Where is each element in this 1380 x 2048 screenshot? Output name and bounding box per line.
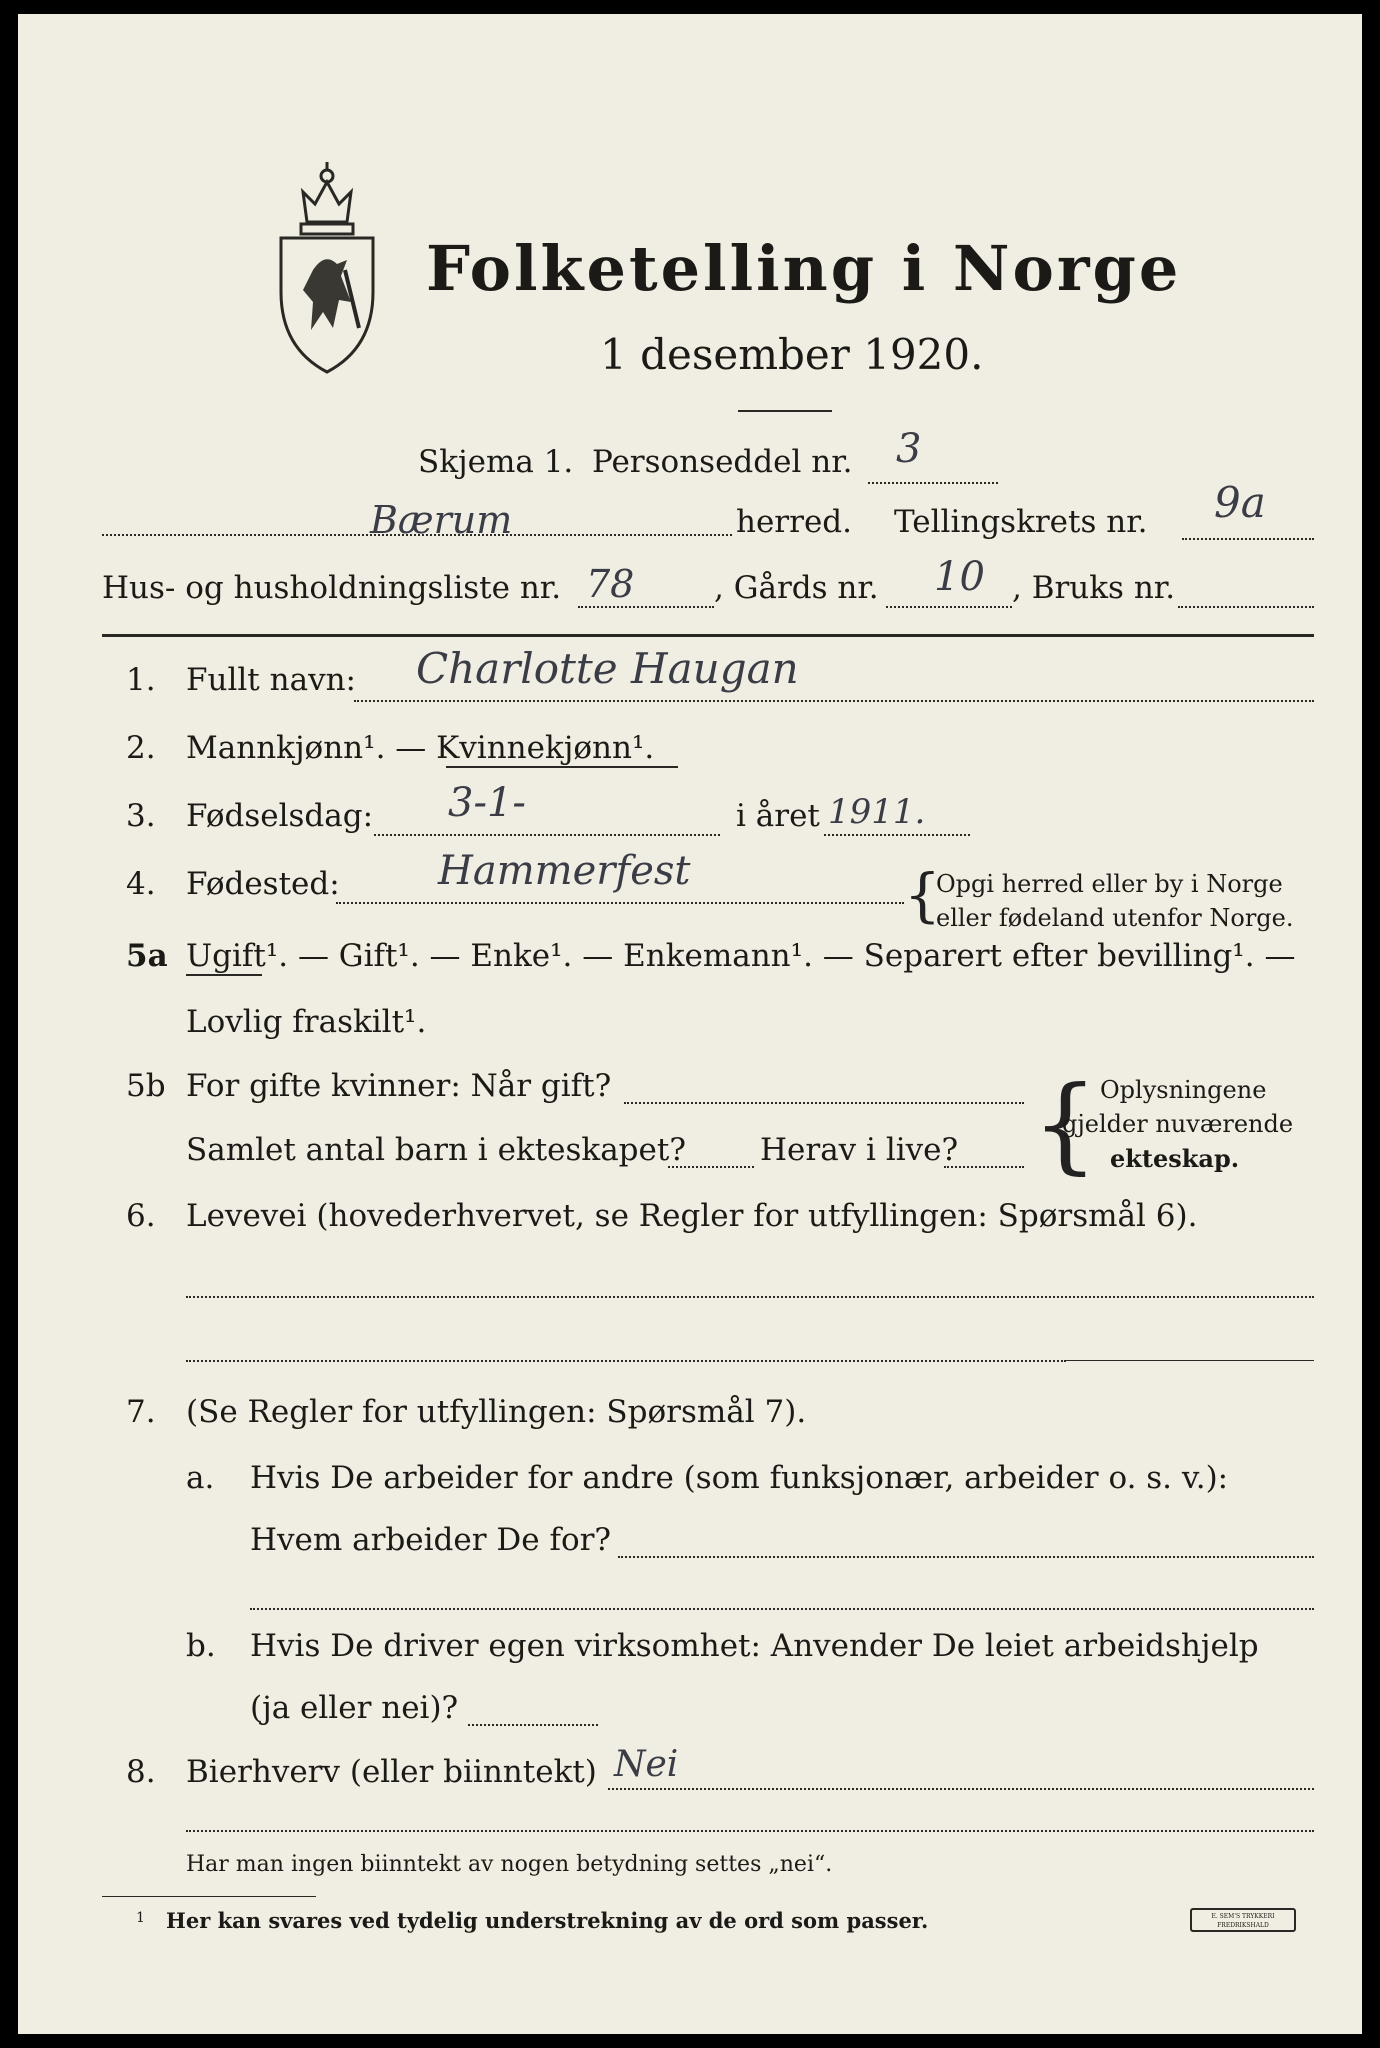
gards-line	[886, 606, 1012, 608]
husholdningsliste-value[interactable]: 78	[586, 562, 635, 606]
personseddel-label: Personseddel nr.	[592, 444, 853, 480]
herred-value[interactable]: Bærum	[370, 498, 513, 542]
bruks-label: , Bruks nr.	[1012, 570, 1176, 606]
q5b-children-line	[668, 1166, 754, 1168]
q3-number: 3.	[126, 798, 156, 834]
tellingskrets-label: Tellingskrets nr.	[894, 504, 1148, 540]
personseddel-line	[868, 482, 998, 484]
q8-note: Har man ingen biinntekt av nogen betydning settes „nei“.	[186, 1852, 833, 1877]
q7b-line1: Hvis De driver egen virksomhet: Anvender De leiet arbeidshjelp	[250, 1628, 1259, 1664]
q8-label: Bierhverv (eller biinntekt)	[186, 1754, 597, 1790]
q5b-alive-line	[944, 1166, 1024, 1168]
gards-value[interactable]: 10	[934, 554, 985, 600]
q7-text: (Se Regler for utfyllingen: Spørsmål 7).	[186, 1394, 807, 1430]
q1-full-name-value[interactable]: Charlotte Haugan	[416, 644, 799, 693]
q5b-line1: For gifte kvinner: Når gift?	[186, 1068, 612, 1104]
q5b-alive-label: Herav i live?	[760, 1132, 959, 1168]
census-form-page	[18, 14, 1362, 2034]
q5b-line2: Samlet antal barn i ekteskapet?	[186, 1132, 686, 1168]
q1-line	[354, 700, 1314, 702]
q7-number: 7.	[126, 1394, 156, 1430]
q5a-marital-options: Ugift¹. — Gift¹. — Enke¹. — Enkemann¹. — Separert efter bevilling¹. —	[186, 938, 1296, 974]
q6-number: 6.	[126, 1198, 156, 1234]
title-divider	[738, 410, 832, 412]
q1-label: Fullt navn:	[186, 662, 356, 698]
q3-birthdate-value[interactable]: 3-1-	[448, 780, 526, 826]
q3-year-value[interactable]: 1911.	[828, 792, 926, 832]
bruks-line	[1178, 606, 1314, 608]
q6-line1	[186, 1296, 1314, 1298]
q4-note-line2: eller fødeland utenfor Norge.	[936, 904, 1294, 932]
q5b-number: 5b	[126, 1068, 166, 1104]
q5b-note-brace: {	[1032, 1063, 1099, 1185]
q3-label: Fødselsdag:	[186, 798, 374, 834]
q3-year-line	[824, 834, 970, 836]
q5a-number: 5a	[126, 938, 168, 974]
husholdningsliste-line	[578, 606, 714, 608]
q4-note-brace: {	[904, 861, 941, 929]
q7a-extra-line	[250, 1608, 1314, 1610]
q2-number: 2.	[126, 730, 156, 766]
q4-birthplace-value[interactable]: Hammerfest	[438, 848, 691, 894]
q2-gender-options: Mannkjønn¹. — Kvinnekjønn¹.	[186, 730, 655, 766]
q7b-letter: b.	[186, 1628, 216, 1664]
q4-number: 4.	[126, 866, 156, 902]
q7a-employer-line	[618, 1556, 1314, 1558]
q4-label: Fødested:	[186, 866, 340, 902]
q5a-underline-ugift	[186, 974, 262, 976]
personseddel-value[interactable]: 3	[896, 426, 922, 472]
census-date: 1 desember 1920.	[600, 330, 984, 379]
gards-label: , Gårds nr.	[714, 570, 879, 606]
q7a-letter: a.	[186, 1460, 215, 1496]
q5b-note-line3: ekteskap.	[1110, 1144, 1240, 1173]
herred-label: herred.	[736, 504, 852, 540]
printer-mark	[1190, 1908, 1296, 1932]
q3-year-label: i året	[736, 798, 820, 834]
q7b-line2: (ja eller nei)?	[250, 1690, 459, 1726]
footnote-divider	[102, 1896, 316, 1897]
footnote-text: Her kan svares ved tydelig understrekning av de ord som passer.	[166, 1908, 929, 1933]
q4-note-line1: Opgi herred eller by i Norge	[936, 870, 1283, 898]
q7b-answer-line	[468, 1724, 598, 1726]
footnote-mark: 1	[136, 1910, 145, 1926]
q6-line2-end	[1066, 1360, 1314, 1361]
form-title: Folketelling i Norge	[426, 232, 1182, 305]
q6-text: Levevei (hovederhvervet, se Regler for utfyllingen: Spørsmål 6).	[186, 1198, 1198, 1234]
header-divider	[102, 634, 1314, 637]
q8-side-income-value[interactable]: Nei	[614, 1744, 679, 1785]
q6-line2	[186, 1360, 1066, 1362]
tellingskrets-value[interactable]: 9a	[1214, 478, 1266, 527]
q3-line	[374, 834, 720, 836]
q8-line	[608, 1788, 1314, 1790]
q7a-line2: Hvem arbeider De for?	[250, 1522, 612, 1558]
q2-underline-kvinnekjonn	[446, 766, 678, 768]
coat-of-arms-emblem	[263, 152, 391, 378]
q5a-marital-options-line2: Lovlig fraskilt¹.	[186, 1004, 427, 1040]
husholdningsliste-label: Hus- og husholdningsliste nr.	[102, 570, 562, 606]
q5b-note-line2: gjelder nuværende	[1062, 1110, 1294, 1138]
q8-number: 8.	[126, 1754, 156, 1790]
q5b-married-line	[624, 1102, 1024, 1104]
skjema-label: Skjema 1.	[418, 444, 574, 480]
printer-city: FREDRIKSHALD	[1217, 1922, 1269, 1929]
q7a-line1: Hvis De arbeider for andre (som funksjonær, arbeider o. s. v.):	[250, 1460, 1229, 1496]
q4-line	[336, 902, 904, 904]
q5b-note-line1: Oplysningene	[1100, 1076, 1267, 1104]
q8-extra-line	[186, 1830, 1314, 1832]
q1-number: 1.	[126, 662, 156, 698]
tellingskrets-line	[1182, 538, 1314, 540]
printer-name: E. SEM'S TRYKKERI	[1211, 1913, 1275, 1920]
